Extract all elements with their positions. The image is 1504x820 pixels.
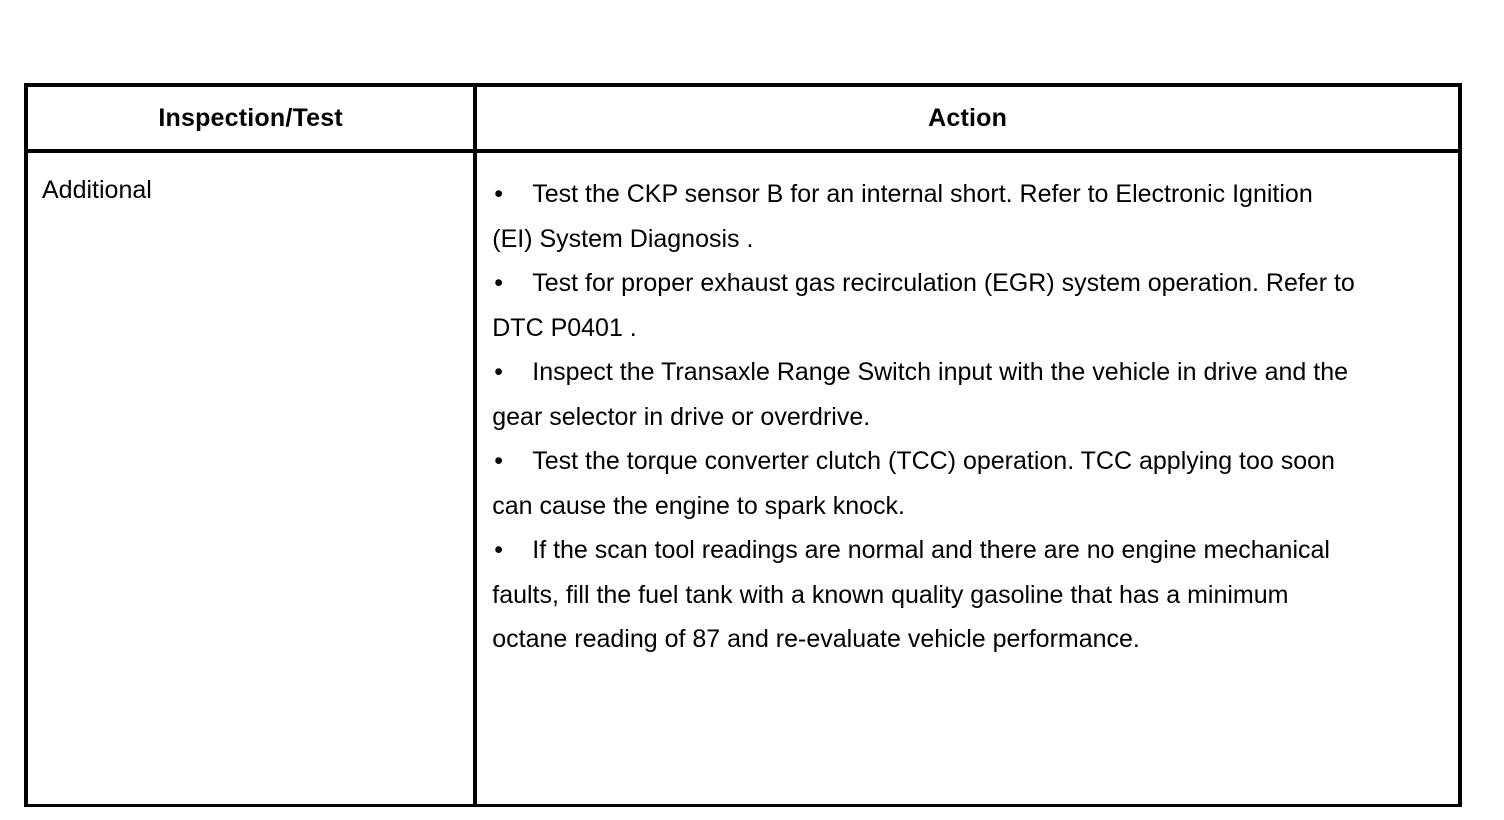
table-header-row	[26, 85, 1460, 151]
bullet-icon: •	[494, 180, 504, 208]
action-text: Test the CKP sensor B for an internal short. Refer to Electronic Ignition (EI) System Diagnosis .	[492, 180, 1313, 253]
action-text: Inspect the Transaxle Range Switch input with the vehicle in drive and the gear selector in drive or overdrive.	[492, 358, 1348, 431]
action-text: Test the torque converter clutch (TCC) operation. TCC applying too soon can cause the engine to spark knock.	[492, 447, 1335, 520]
action-cell	[475, 151, 1460, 806]
action-item	[492, 261, 1358, 350]
action-item	[492, 350, 1358, 439]
diagnostic-table	[24, 83, 1462, 807]
bullet-icon: •	[494, 269, 504, 297]
action-item	[492, 172, 1358, 261]
action-item	[492, 439, 1358, 528]
action-text: If the scan tool readings are normal and there are no engine mechanical faults, fill the fuel tank with a known quality gasoline that has a minimum octane reading of 87 and re-evaluate vehicle performance.	[492, 536, 1330, 653]
action-item	[492, 528, 1358, 662]
table-row	[26, 151, 1460, 806]
action-text: Test for proper exhaust gas recirculation (EGR) system operation. Refer to DTC P0401 .	[492, 269, 1355, 342]
bullet-icon: •	[494, 358, 504, 386]
bullet-icon: •	[494, 447, 504, 475]
bullet-icon: •	[494, 536, 504, 564]
inspection-cell: Additional	[26, 151, 475, 806]
action-header: Action	[475, 85, 1460, 151]
inspection-test-header: Inspection/Test	[26, 85, 475, 151]
